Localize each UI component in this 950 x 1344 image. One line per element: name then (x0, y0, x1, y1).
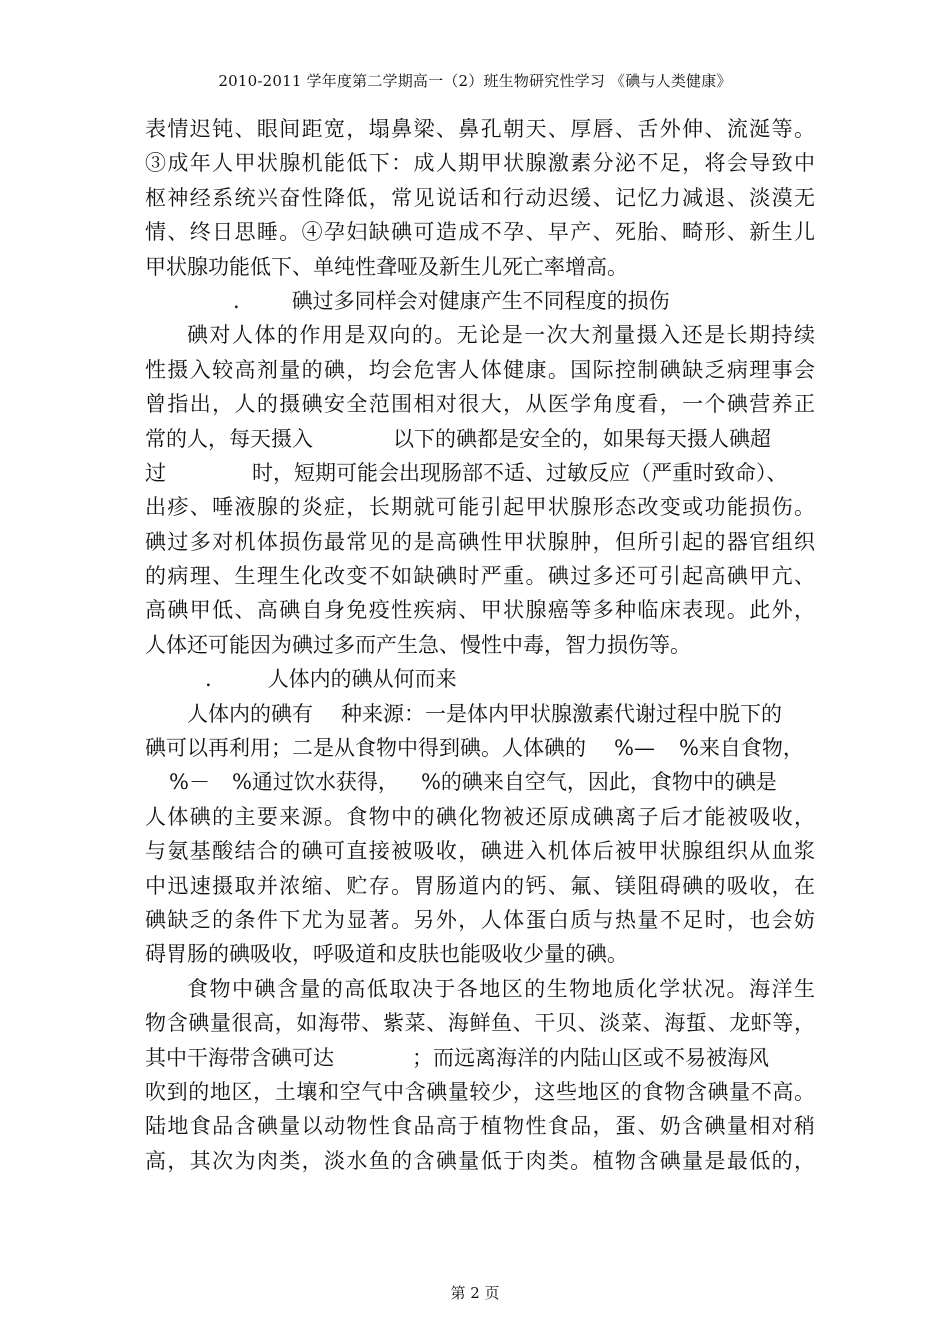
page-number: 第 2 页 (450, 1284, 500, 1302)
document-body (145, 112, 815, 1178)
text-line: 食物中碘含量的高低取决于各地区的生物地质化学状况。海洋生 (187, 976, 815, 1001)
text-line (145, 765, 815, 799)
text-line: 甲状腺功能低下、单纯性聋哑及新生儿死亡率增高。 (145, 254, 628, 279)
text-fragment: %来自食物， (678, 736, 804, 761)
text-line: 碘缺乏的条件下尤为显著。另外，人体蛋白质与热量不足时，也会妨 (145, 907, 815, 932)
section-heading-iodine-source (145, 662, 815, 696)
page-header: 2010-2011 学年度第二学期高一（2）班生物研究性学习 《碘与人类健康》 (218, 72, 732, 90)
text-line (145, 422, 815, 456)
text-line: 碘过多对机体损伤最常见的是高碘性甲状腺肿，但所引起的器官组织 (145, 529, 815, 554)
text-fragment: 以下的碘都是安全的，如果每天摄人碘超 (393, 426, 771, 451)
text-line: 碍胃肠的碘吸收，呼吸道和皮肤也能吸收少量的碘。 (145, 942, 628, 967)
text-line: 高碘甲低、高碘自身免疫性疾病、甲状腺癌等多种临床表现。此外， (145, 598, 815, 623)
text-line: 曾指出，人的摄碘安全范围相对很大，从医学角度看，一个碘营养正 (145, 392, 815, 417)
text-line (145, 1041, 815, 1075)
text-line: 情、终日思睡。④孕妇缺碘可造成不孕、早产、死胎、畸形、新生儿 (145, 220, 815, 245)
text-fragment: 人体内的碘有 (187, 701, 313, 726)
text-line: 出疹、唾液腺的炎症，长期就可能引起甲状腺形态改变或功能损伤。 (145, 495, 815, 520)
text-line: 碘对人体的作用是双向的。无论是一次大剂量摄入还是长期持续 (187, 323, 815, 348)
text-line: 枢神经系统兴奋性降低，常见说话和行动迟缓、记忆力减退、淡漠无 (145, 185, 815, 210)
text-line: 人体还可能因为碘过多而产生急、慢性中毒，智力损伤等。 (145, 632, 691, 657)
text-line: 中迅速摄取并浓缩、贮存。胃肠道内的钙、氟、镁阻碍碘的吸收，在 (145, 873, 815, 898)
heading-text: 人体内的碘从何而来 (267, 667, 457, 692)
text-line (145, 731, 815, 765)
text-fragment: ；而远离海洋的内陆山区或不易被海风 (412, 1045, 769, 1070)
text-line: 性摄入较高剂量的碘，均会危害人体健康。国际控制碘缺乏病理事会 (145, 357, 815, 382)
text-line: 表情迟钝、眼间距宽，塌鼻梁、鼻孔朝天、厚唇、舌外伸、流涎等。 (145, 117, 815, 141)
text-fragment: 时，短期可能会出现肠部不适、过敏反应（严重时致命）、 (252, 460, 788, 485)
text-line: 高，其次为肉类，淡水鱼的含碘量低于肉类。植物含碘量是最低的， (145, 1148, 815, 1173)
text-line: 人体碘的主要来源。食物中的碘化物被还原成碘离子后才能被吸收， (145, 804, 815, 829)
text-fragment: %－ (169, 770, 210, 795)
text-fragment: %通过饮水获得， (231, 770, 399, 795)
text-line (145, 456, 815, 490)
text-fragment: 其中干海带含碘可达 (145, 1045, 334, 1070)
heading-text: 碘过多同样会对健康产生不同程度的损伤 (291, 288, 670, 313)
text-fragment: 常的人，每天摄入 (145, 426, 313, 451)
text-line: 陆地食品含碘量以动物性食品高于植物性食品，蛋、奶含碘量相对稍 (145, 1114, 815, 1139)
heading-marker: . (233, 288, 240, 313)
heading-marker: . (205, 667, 212, 692)
text-line: ③成年人甲状腺机能低下：成人期甲状腺激素分泌不足，将会导致中 (145, 151, 815, 176)
text-line: 与氨基酸结合的碘可直接被吸收，碘进入机体后被甲状腺组织从血浆 (145, 839, 815, 864)
text-fragment: %的碘来自空气，因此，食物中的碘是 (420, 770, 777, 795)
text-fragment: 碘可以再利用；二是从食物中得到碘。人体碘的 (145, 736, 586, 761)
text-fragment: %— (614, 736, 655, 761)
text-line (145, 697, 815, 731)
text-line: 物含碘量很高，如海带、紫菜、海鲜鱼、干贝、淡菜、海蜇、龙虾等， (145, 1011, 815, 1036)
text-line: 的病理、生理生化改变不如缺碘时严重。碘过多还可引起高碘甲亢、 (145, 564, 815, 589)
text-fragment: 种来源：一是体内甲状腺激素代谢过程中脱下的 (341, 701, 782, 726)
text-fragment: 过 (145, 460, 166, 485)
text-line: 吹到的地区，土壤和空气中含碘量较少，这些地区的食物含碘量不高。 (145, 1079, 815, 1104)
section-heading-iodine-excess (145, 284, 815, 318)
